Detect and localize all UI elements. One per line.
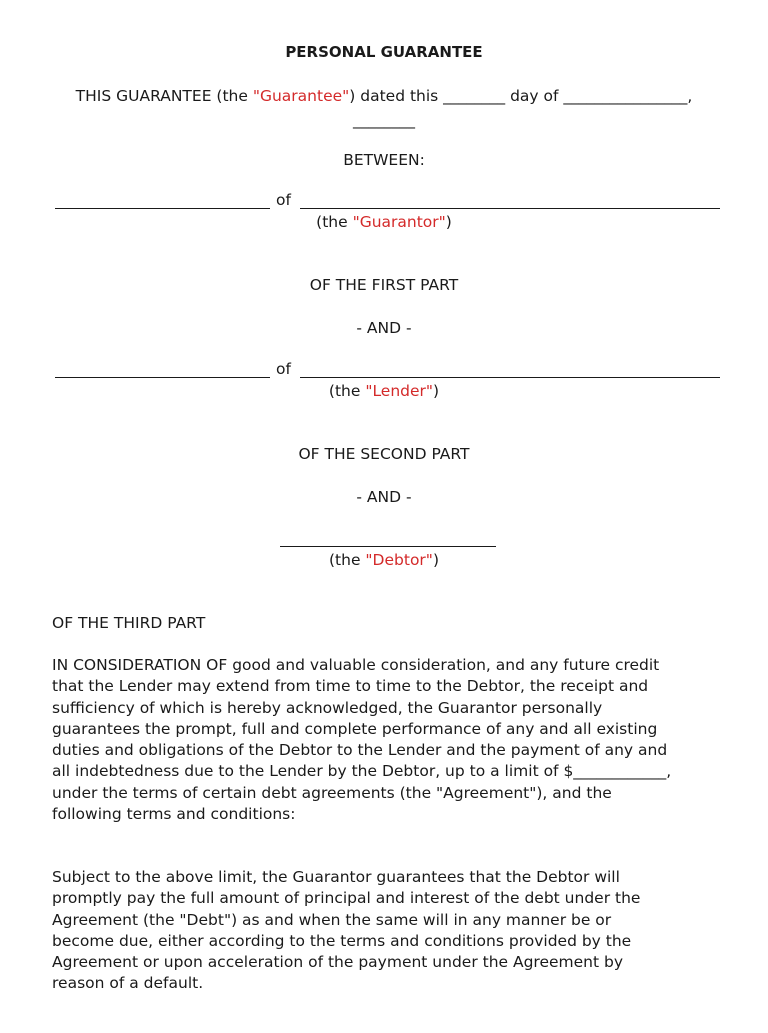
and-separator-1: - AND - [356, 319, 412, 337]
guarantor-address-blank[interactable] [300, 208, 720, 209]
lender-role-line [0, 381, 768, 401]
subject-line: reason of a default. [52, 974, 204, 993]
guarantor-name-blank[interactable] [55, 208, 270, 209]
lender-the-prefix: (the [328, 382, 366, 400]
intro-prefix: THIS GUARANTEE (the [75, 87, 253, 105]
debtor-the-suffix: ) [432, 551, 439, 569]
lender-the-suffix: ) [433, 382, 440, 400]
subject-line: become due, either according to the terms and conditions provided by the [52, 931, 632, 950]
consideration-line: following terms and conditions: [52, 805, 296, 824]
first-part-label: OF THE FIRST PART [309, 276, 459, 294]
between-heading: BETWEEN: [343, 151, 425, 169]
debtor-the-prefix: (the [329, 551, 366, 569]
consideration-line: duties and obligations of the Debtor to the Lender and the payment of any and [52, 741, 668, 760]
subject-line: Subject to the above limit, the Guarantor guarantees that the Debtor will [52, 868, 620, 886]
guarantor-role-line [0, 212, 768, 232]
lender-name-blank[interactable] [55, 377, 270, 378]
consideration-line: IN CONSIDERATION OF good and valuable consideration, and any future credit [52, 656, 660, 674]
consideration-line: guarantees the prompt, full and complete performance of any and all existing [52, 719, 658, 738]
lender-address-blank[interactable] [300, 377, 720, 378]
second-part-label: OF THE SECOND PART [298, 445, 470, 463]
consideration-line: that the Lender may extend from time to time to the Debtor, the receipt and [52, 677, 649, 696]
debtor-term: "Debtor" [365, 551, 433, 569]
consideration-line: sufficiency of which is hereby acknowledged, the Guarantor personally [52, 698, 603, 717]
subject-line: promptly pay the full amount of principal and interest of the debt under the [52, 889, 641, 908]
and-separator-2: - AND - [356, 488, 412, 506]
guarantor-of-label: of [276, 191, 291, 209]
guarantor-the-prefix: (the [316, 213, 353, 231]
intro-line-2: ________ [353, 111, 415, 129]
subject-line: Agreement or upon acceleration of the payment under the Agreement by [52, 953, 624, 972]
guarantor-the-suffix: ) [445, 213, 452, 231]
consideration-paragraph [52, 655, 732, 825]
intro-middle: ) dated this ________ day of ________________, [349, 87, 693, 105]
subject-line: Agreement (the "Debt") as and when the same will in any manner be or [52, 910, 612, 929]
intro-line [0, 86, 768, 106]
guarantee-term: "Guarantee" [252, 87, 350, 105]
consideration-line: all indebtedness due to the Lender by the Debtor, up to a limit of $____________, [52, 762, 672, 781]
lender-term: "Lender" [365, 382, 434, 400]
lender-of-label: of [276, 360, 291, 378]
consideration-line: under the terms of certain debt agreements (the "Agreement"), and the [52, 783, 612, 802]
guarantor-term: "Guarantor" [352, 213, 446, 231]
debtor-name-blank[interactable] [280, 546, 496, 547]
document-title: PERSONAL GUARANTEE [285, 43, 483, 61]
subject-paragraph [52, 867, 732, 995]
debtor-role-line [0, 550, 768, 570]
third-part-label: OF THE THIRD PART [52, 614, 206, 632]
